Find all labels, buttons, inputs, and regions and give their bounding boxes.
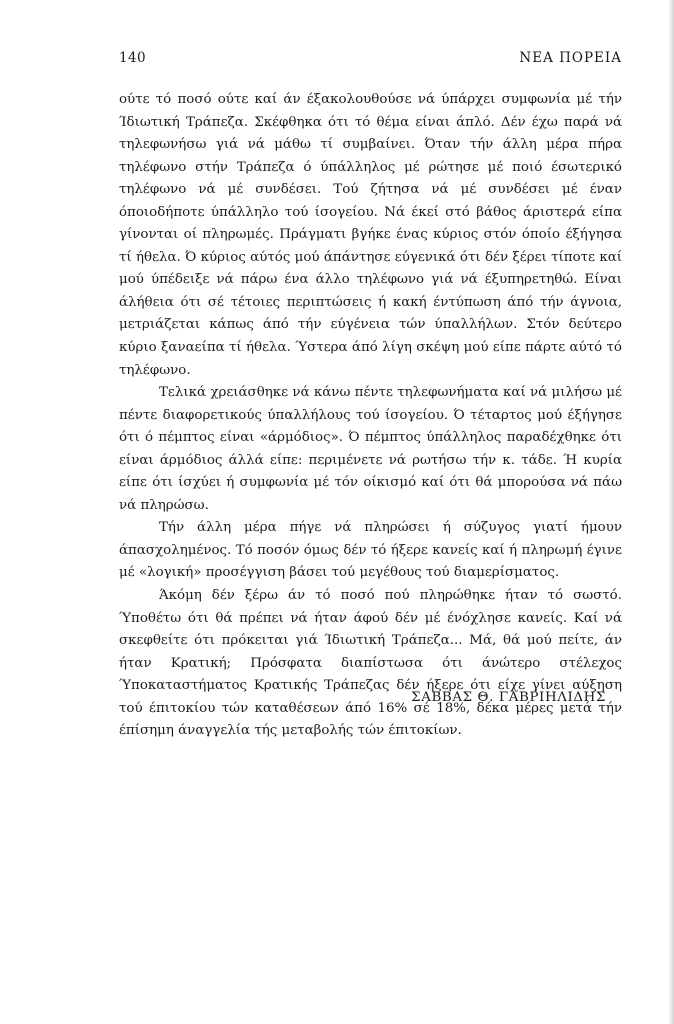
page-header	[119, 50, 622, 70]
article-body	[119, 89, 622, 743]
scan-page-edge	[668, 0, 674, 1024]
author-signature: ΣΑΒΒΑΣ Θ. ΓΑΒΡΙΗΛΙΔΗΣ	[411, 690, 606, 705]
paragraph-3: Τήν άλλη μέρα πήγε νά πληρώσει ή σύζυγος γιατί ήμουν άπασχολημένος. Τό ποσόν όμως δέν τό ήξερε κανείς καί ή πληρωμή έγινε μέ «λογική» προσέγγιση βάσει τού μεγέθους τού διαμερίσματος.	[119, 520, 622, 581]
page-number: 140	[119, 50, 146, 66]
running-title: ΝΕΑ ΠΟΡΕΙΑ	[519, 50, 622, 66]
paragraph-2: Τελικά χρειάσθηκε νά κάνω πέντε τηλεφωνήματα καί νά μιλήσω μέ πέντε διαφορετικούς ύπαλλήλους τού ίσογείου. Ό τέταρτος μού έξήγησε ότι ό πέμπτος είναι «άρμόδιος». Ό πέμπτος ύπάλληλος παραδέχθηκε ότι είναι άρμόδιος άλλά είπε: περιμένετε νά ρωτήσω τήν κ. τάδε. Ή κυρία είπε ότι ίσχύει ή συμφωνία μέ τόν οίκισμό καί ότι θά μπορούσα νά πάω νά πληρώσω.	[119, 385, 622, 513]
paragraph-4: Άκόμη δέν ξέρω άν τό ποσό πού πληρώθηκε ήταν τό σωστό. Ύποθέτω ότι θά πρέπει νά ήταν άφού δέν μέ ένόχλησε κανείς. Καί νά σκεφθείτε ότι πρόκειται γιά Ίδιωτική Τράπεζα... Μά, θά μού πείτε, άν ήταν Κρατική; Πρόσφατα διαπίστωσα ότι άνώτερο στέλεχος Ύποκαταστήματος Κρατικής Τράπεζας δέν ήξερε ότι είχε γίνει αύξηση τού έπιτοκίου τών καταθέσεων άπό 16% σέ 18%, δέκα μέρες μετά τήν έπίσημη άναγγελία τής μεταβολής τών έπιτοκίων.	[119, 588, 622, 739]
paragraph-1: ούτε τό ποσό ούτε καί άν έξακολουθούσε νά ύπάρχει συμφωνία μέ τήν Ίδιωτική Τράπεζα. Σκέφθηκα ότι τό θέμα είναι άπλό. Δέν έχω παρά νά τηλεφωνήσω γιά νά μάθω τί συμβαίνει. Όταν τήν άλλη μέρα πήρα τηλέφωνο στήν Τράπεζα ό ύπάλληλος μέ ρώτησε μέ ποιό έσωτερικό τηλέφωνο νά μέ συνδέσει. Τού ζήτησα νά μέ συνδέσει μέ έναν όποιοδήποτε ύπάλληλο τού ίσογείου. Νά έκεί στό βάθος άριστερά είπα γίνονται οί πληρωμές. Πράγματι βγήκε ένας κύριος στόν όποίο έξήγησα τί ήθελα. Ό κύριος αύτός μού άπάντησε εύγενικά ότι δέν ξέρει τίποτε καί μού ύπέδειξε νά πάρω ένα άλλο τηλέφωνο γιά νά έξυπηρετηθώ. Είναι άλήθεια ότι σέ τέτοιες περιπτώσεις ή κακή έντύπωση άπό τήν άγνοια, μετριάζεται κάπως άπό τήν εύγένεια τών ύπαλλήλων. Στόν δεύτερο κύριο ξαναείπα τί ήθελα. Ύστερα άπό λίγη σκέψη μού είπε πάρτε αύτό τό τηλέφωνο.	[119, 92, 622, 378]
